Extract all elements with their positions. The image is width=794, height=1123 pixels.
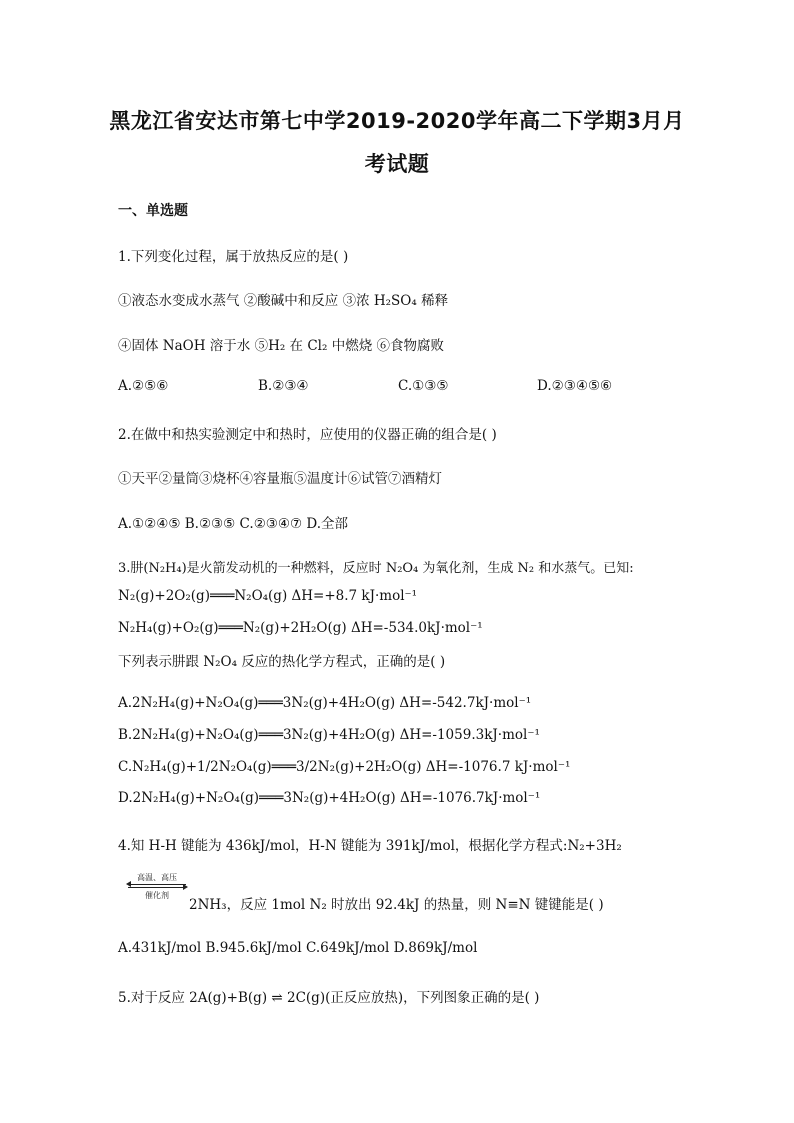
arrow-condition-top: 高温、高压 — [137, 873, 177, 882]
reversible-reaction-arrow — [128, 872, 186, 902]
q4-options: A.431kJ/mol B.945.6kJ/mol C.649kJ/mol D.869kJ/mol — [118, 940, 478, 956]
q5-stem: 5.对于反应 2A(g)+B(g) ⇌ 2C(g)(正反应放热)，下列图象正确的是( ) — [118, 990, 540, 1006]
q1-items-1: ①液态水变成水蒸气 ②酸碱中和反应 ③浓 H₂SO₄ 稀释 — [118, 293, 449, 309]
q3-equation-2: N₂H₄(g)+O₂(g)═══N₂(g)+2H₂O(g) ΔH=-534.0kJ·mol⁻¹ — [118, 620, 483, 636]
q3-stem: 3.肼(N₂H₄)是火箭发动机的一种燃料，反应时 N₂O₄ 为氧化剂，生成 N₂ 和水蒸气。已知: — [118, 561, 634, 576]
q1-stem: 1.下列变化过程，属于放热反应的是( ) — [118, 249, 349, 265]
q3-option-d: D.2N₂H₄(g)+N₂O₄(g)═══3N₂(g)+4H₂O(g) ΔH=-1076.7kJ·mol⁻¹ — [118, 790, 541, 806]
q3-option-c: C.N₂H₄(g)+1/2N₂O₄(g)═══3/2N₂(g)+2H₂O(g) ΔH=-1076.7 kJ·mol⁻¹ — [118, 759, 571, 775]
q2-items: ①天平②量筒③烧杯④容量瓶⑤温度计⑥试管⑦酒精灯 — [118, 471, 442, 487]
page-title-line2: 考试题 — [364, 152, 430, 176]
q3-option-b: B.2N₂H₄(g)+N₂O₄(g)═══3N₂(g)+4H₂O(g) ΔH=-1059.3kJ·mol⁻¹ — [118, 727, 540, 743]
q2-options: A.①②④⑤ B.②③⑤ C.②③④⑦ D.全部 — [118, 516, 349, 532]
q2-stem: 2.在做中和热实验测定中和热时，应使用的仪器正确的组合是( ) — [118, 427, 497, 443]
q3-question: 下列表示肼跟 N₂O₄ 反应的热化学方程式，正确的是( ) — [118, 654, 446, 670]
q4-stem: 4.知 H-H 键能为 436kJ/mol，H-N 键能为 391kJ/mol，根据化学方程式:N₂+3H₂ — [118, 838, 622, 854]
section-heading: 一、单选题 — [118, 203, 188, 219]
page-title-line1: 黑龙江省安达市第七中学2019-2020学年高二下学期3月月 — [109, 109, 685, 133]
q1-option-a: A.②⑤⑥ — [118, 378, 169, 394]
q1-option-b: B.②③④ — [258, 378, 309, 394]
q3-option-a: A.2N₂H₄(g)+N₂O₄(g)═══3N₂(g)+4H₂O(g) ΔH=-542.7kJ·mol⁻¹ — [118, 695, 532, 711]
q1-option-c: C.①③⑤ — [398, 378, 449, 394]
q3-equation-1: N₂(g)+2O₂(g)═══N₂O₄(g) ΔH=+8.7 kJ·mol⁻¹ — [118, 588, 418, 604]
q1-option-d: D.②③④⑤⑥ — [537, 378, 613, 394]
q4-continuation: 2NH₃，反应 1mol N₂ 时放出 92.4kJ 的热量，则 N≡N 键键能是( ) — [189, 897, 604, 913]
arrow-condition-bottom: 催化剂 — [145, 891, 169, 900]
q1-items-2: ④固体 NaOH 溶于水 ⑤H₂ 在 Cl₂ 中燃烧 ⑥食物腐败 — [118, 338, 444, 354]
